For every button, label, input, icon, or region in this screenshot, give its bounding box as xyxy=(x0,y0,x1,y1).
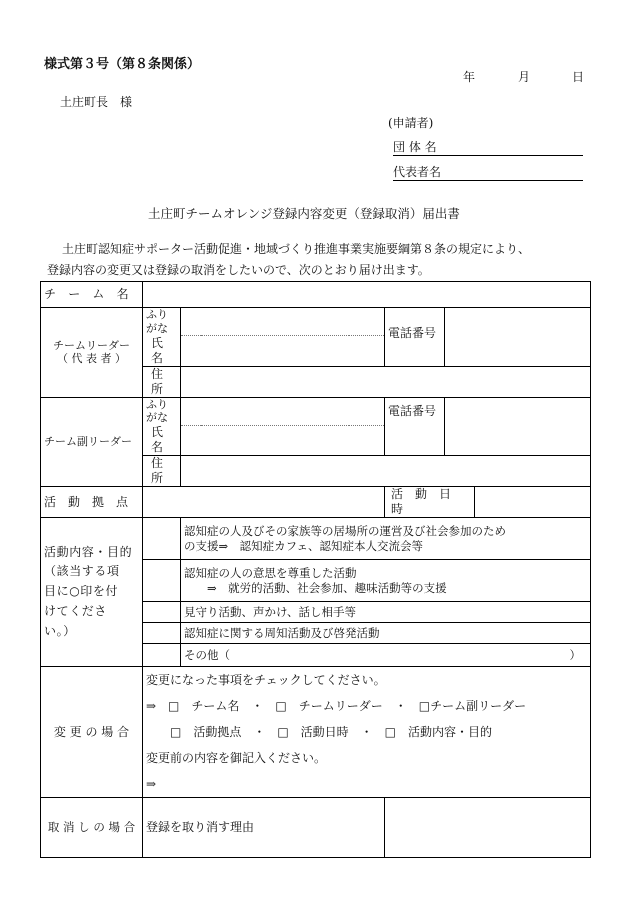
activity-4-text: 認知症に関する周知活動及び啓発活動 xyxy=(181,623,591,644)
activity-other-row[interactable] xyxy=(181,644,591,667)
vice-furigana-input[interactable] xyxy=(181,397,385,425)
leader-name-input[interactable] xyxy=(181,336,385,367)
intro-line-2: 登録内容の変更又は登録の取消をしたいので、次のとおり届け出ます。 xyxy=(47,263,430,277)
activity-1-mark[interactable] xyxy=(143,518,181,560)
content-label-line-4: けてくださ xyxy=(44,603,108,618)
change-checkboxes-row-2[interactable]: □ 活動拠点 ・ □ 活動日時 ・ □ 活動内容・目的 xyxy=(146,725,493,739)
activity-2-mark[interactable] xyxy=(143,560,181,602)
change-content[interactable] xyxy=(143,667,591,798)
other-label: その他（ xyxy=(184,647,230,662)
change-label: 変 更 の 場 合 xyxy=(41,667,143,798)
change-previous-input[interactable]: ⇒ xyxy=(146,777,157,791)
vice-leader-label: チーム副リーダー xyxy=(41,397,143,487)
leader-address-input[interactable] xyxy=(181,366,591,397)
activity-4-mark[interactable] xyxy=(143,623,181,644)
activity-3-text: 見守り活動、声かけ、話し相手等 xyxy=(181,602,591,623)
content-label-line-3: 目に○印を付 xyxy=(44,584,119,599)
cancel-reason-input[interactable] xyxy=(385,798,591,858)
content-label-line-2: （該当する項 xyxy=(44,564,120,579)
activity-2-text xyxy=(181,560,591,602)
date-year-label: 年 xyxy=(463,70,476,84)
activity-other-mark[interactable] xyxy=(143,644,181,667)
team-name-input[interactable] xyxy=(143,282,591,308)
leader-address-label: 住 所 xyxy=(143,366,181,397)
activity-3-mark[interactable] xyxy=(143,602,181,623)
vice-phone-input[interactable] xyxy=(445,397,591,456)
team-name-label: チ ー ム 名 xyxy=(41,282,143,308)
cancel-reason-label: 登録を取り消す理由 xyxy=(143,798,385,858)
intro-line-1: 土庄町認知症サポーター活動促進・地域づくり推進事業実施要綱第８条の規定により、 xyxy=(62,242,531,256)
applicant-label: (申請者) xyxy=(388,116,434,130)
activity-1-line-1: 認知症の人及びその家族等の居場所の運営及び社会参加のため xyxy=(184,524,506,539)
vice-address-label: 住 所 xyxy=(143,456,181,487)
representative-field[interactable] xyxy=(393,163,583,181)
date-day-label: 日 xyxy=(572,70,585,84)
leader-name-label: 氏 名 xyxy=(143,336,181,367)
other-close-paren: ） xyxy=(569,647,581,662)
vice-furigana-label: ふりがな xyxy=(143,397,181,425)
leader-phone-input[interactable] xyxy=(445,308,591,367)
registration-table xyxy=(40,281,591,858)
activity-2-line-2: ⇒ 就労的活動、社会参加、趣味活動等の支援 xyxy=(184,580,447,595)
content-label-line-1: 活動内容・目的 xyxy=(44,544,133,559)
vice-name-label: 氏 名 xyxy=(143,425,181,456)
leader-furigana-label: ふりがな xyxy=(143,308,181,336)
activity-content-label xyxy=(41,518,143,667)
form-number: 様式第３号（第８条関係） xyxy=(44,57,201,72)
vice-name-input[interactable] xyxy=(181,425,385,456)
cancel-label: 取 消 し の 場 合 xyxy=(41,798,143,858)
group-name-field[interactable] xyxy=(393,138,583,156)
activity-datetime-input[interactable] xyxy=(475,487,591,518)
activity-1-line-2: の支援⇒ 認知症カフェ、認知症本人交流会等 xyxy=(184,538,424,553)
activity-2-line-1: 認知症の人の意思を尊重した活動 xyxy=(184,566,357,581)
change-instruction: 変更になった事項をチェックしてください。 xyxy=(146,673,386,687)
date-month-label: 月 xyxy=(518,70,531,84)
group-name-label: 団 体 名 xyxy=(393,140,437,154)
activity-1-text xyxy=(181,518,591,560)
change-previous-label: 変更前の内容を御記入ください。 xyxy=(146,751,327,765)
leader-label-line-2: （ 代 表 者 ） xyxy=(57,352,126,366)
leader-label-line-1: チームリーダー xyxy=(53,338,130,352)
leader-phone-label: 電話番号 xyxy=(385,308,445,367)
content-label-line-5: い。） xyxy=(44,623,76,638)
leader-furigana-input[interactable] xyxy=(181,308,385,336)
change-checkboxes-row-1[interactable]: ⇒ □ チーム名 ・ □ チームリーダー ・ □チーム副リーダー xyxy=(146,699,527,713)
representative-label: 代表者名 xyxy=(393,165,442,179)
leader-label xyxy=(41,308,143,398)
addressee: 土庄町長 様 xyxy=(60,95,133,109)
activity-base-input[interactable] xyxy=(143,487,385,518)
document-title: 土庄町チームオレンジ登録内容変更（登録取消）届出書 xyxy=(148,206,460,221)
vice-phone-label: 電話番号 xyxy=(385,397,445,456)
activity-base-label: 活 動 拠 点 xyxy=(41,487,143,518)
activity-datetime-label: 活 動 日 時 xyxy=(385,487,475,518)
vice-address-input[interactable] xyxy=(181,456,591,487)
